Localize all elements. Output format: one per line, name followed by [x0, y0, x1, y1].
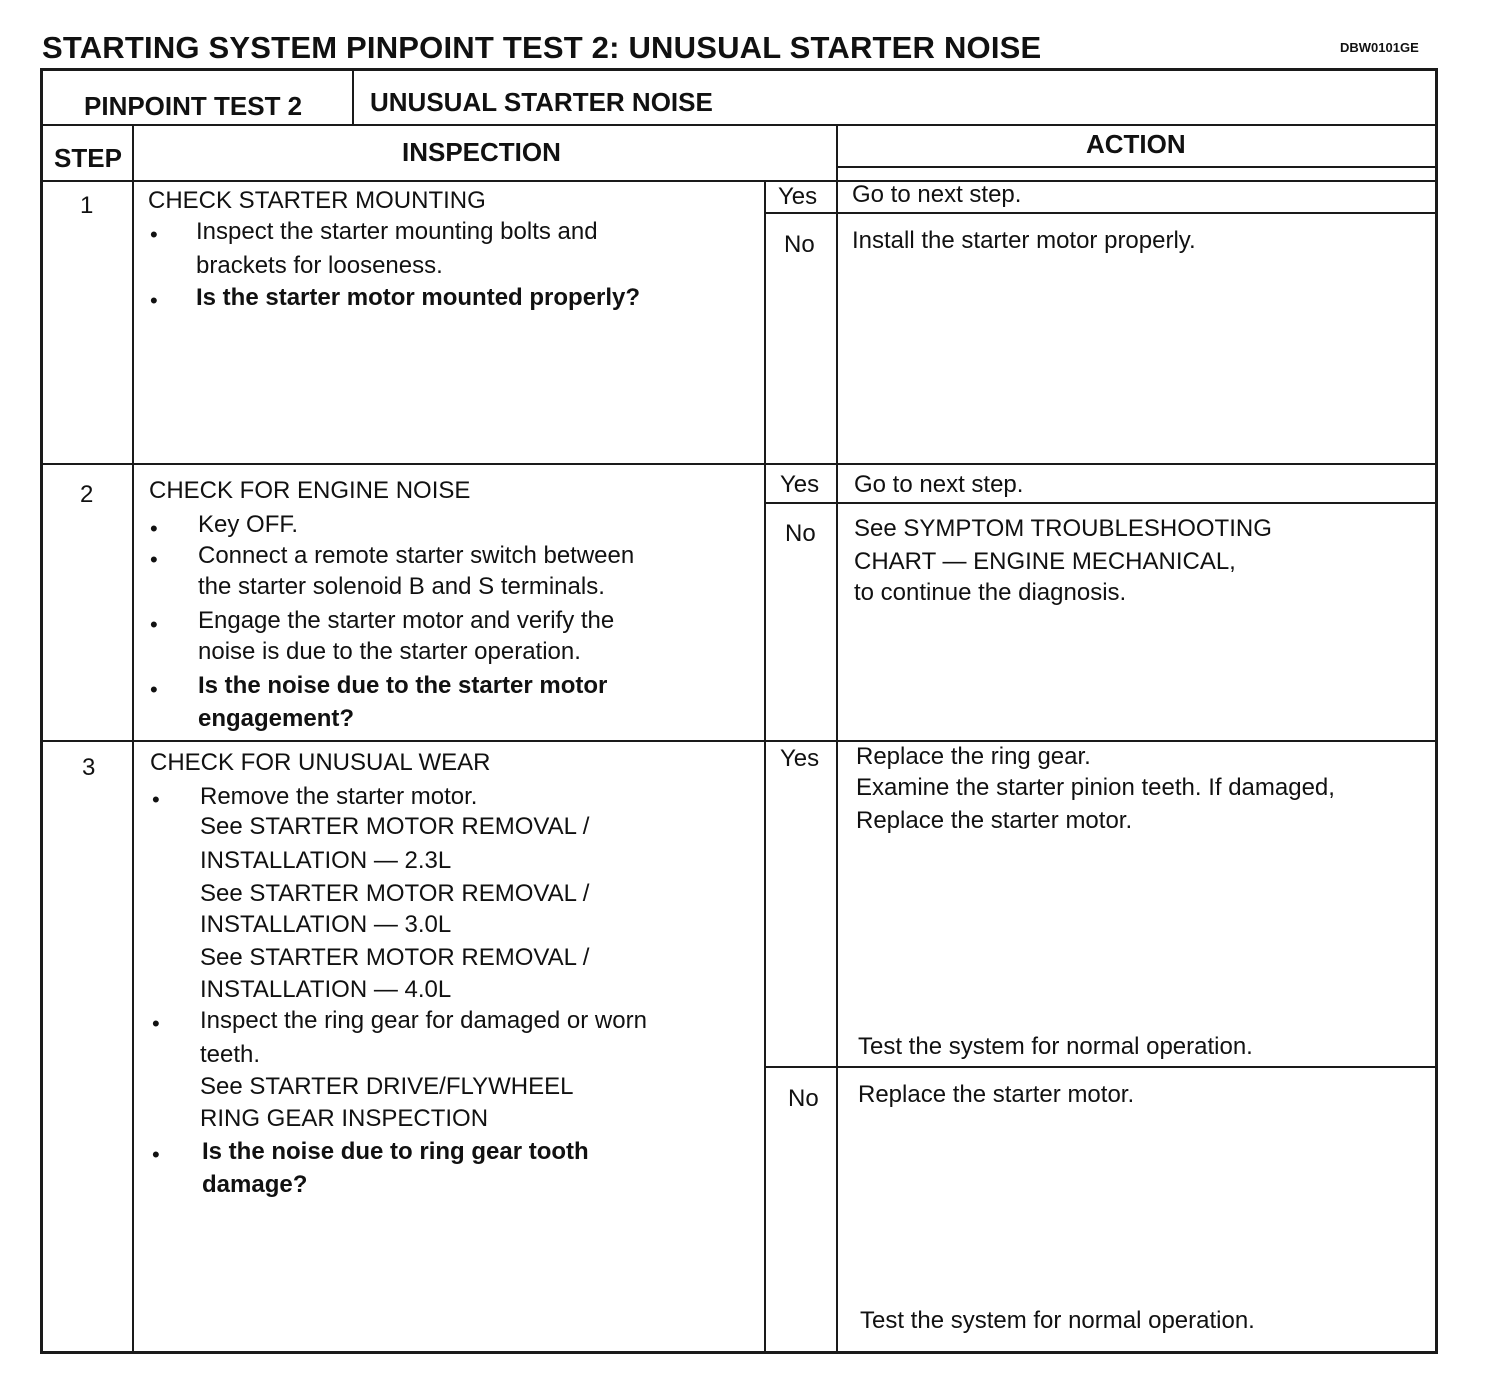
- inspection-line: brackets for looseness.: [196, 252, 443, 279]
- grid-line: [764, 1066, 1438, 1068]
- yes-action: Test the system for normal operation.: [858, 1033, 1253, 1060]
- figure-code: DBW0101GE: [1340, 40, 1419, 55]
- step-heading: CHECK FOR UNUSUAL WEAR: [150, 749, 491, 776]
- inspection-line: See STARTER MOTOR REMOVAL /: [200, 880, 590, 907]
- no-action: Install the starter motor properly.: [852, 227, 1196, 254]
- inspection-line: INSTALLATION — 3.0L: [200, 911, 452, 938]
- no-action: Replace the starter motor.: [858, 1081, 1135, 1108]
- step-number: 2: [80, 481, 94, 508]
- grid-line: [132, 124, 134, 1354]
- bullet-icon: •: [150, 288, 158, 313]
- yes-action: Replace the starter motor.: [856, 807, 1133, 834]
- inspection-line: RING GEAR INSPECTION: [200, 1105, 489, 1132]
- inspection-line: Engage the starter motor and verify the: [198, 607, 615, 634]
- grid-line: [836, 124, 838, 1354]
- yes-label: Yes: [780, 745, 820, 772]
- yes-label: Yes: [780, 471, 820, 498]
- inspection-line: INSTALLATION — 4.0L: [200, 976, 452, 1003]
- grid-line: [764, 502, 1438, 504]
- no-action: to continue the diagnosis.: [854, 579, 1127, 606]
- yes-action: Go to next step.: [852, 181, 1022, 208]
- inspection-line: Connect a remote starter switch between: [198, 542, 635, 569]
- yes-action: Replace the ring gear.: [856, 743, 1091, 770]
- grid-line: [40, 180, 1438, 182]
- inspection-line: See STARTER MOTOR REMOVAL /: [200, 813, 590, 840]
- grid-line: [40, 740, 1438, 742]
- grid-line: [40, 124, 1438, 126]
- inspection-line: teeth.: [200, 1041, 261, 1068]
- no-action: CHART — ENGINE MECHANICAL,: [854, 548, 1236, 575]
- grid-line: [764, 212, 1438, 214]
- no-label: No: [788, 1085, 819, 1112]
- grid-line: [352, 68, 354, 125]
- inspection-line: Inspect the ring gear for damaged or worn: [200, 1007, 647, 1034]
- page-title: STARTING SYSTEM PINPOINT TEST 2: UNUSUAL STARTER NOISE: [42, 30, 1042, 65]
- bullet-icon: •: [150, 222, 158, 247]
- bullet-icon: •: [152, 1142, 160, 1167]
- bullet-icon: •: [150, 547, 158, 572]
- col-action-header: ACTION: [1086, 129, 1186, 159]
- bullet-icon: •: [152, 1011, 160, 1036]
- yes-label: Yes: [778, 183, 818, 210]
- bullet-icon: •: [152, 787, 160, 812]
- inspection-line: noise is due to the starter operation.: [198, 638, 581, 665]
- inspection-line: Remove the starter motor.: [200, 783, 478, 810]
- bullet-icon: •: [150, 516, 158, 541]
- inspection-question: damage?: [202, 1171, 308, 1198]
- col-inspection-header: INSPECTION: [402, 137, 561, 167]
- inspection-line: See STARTER MOTOR REMOVAL /: [200, 944, 590, 971]
- yes-action: Examine the starter pinion teeth. If damaged,: [856, 774, 1335, 801]
- no-label: No: [784, 231, 815, 258]
- no-action: See SYMPTOM TROUBLESHOOTING: [854, 515, 1272, 542]
- step-heading: CHECK FOR ENGINE NOISE: [149, 477, 471, 504]
- inspection-line: INSTALLATION — 2.3L: [200, 847, 452, 874]
- step-number: 1: [80, 192, 94, 219]
- no-label: No: [785, 520, 816, 547]
- step-heading: CHECK STARTER MOUNTING: [148, 187, 486, 214]
- inspection-line: the starter solenoid B and S terminals.: [198, 573, 605, 600]
- no-action: Test the system for normal operation.: [860, 1307, 1255, 1334]
- inspection-question: Is the starter motor mounted properly?: [196, 284, 641, 311]
- yes-action: Go to next step.: [854, 471, 1024, 498]
- bullet-icon: •: [150, 612, 158, 637]
- grid-line: [764, 180, 766, 1354]
- step-number: 3: [82, 754, 96, 781]
- bullet-icon: •: [150, 677, 158, 702]
- inspection-question: Is the noise due to ring gear tooth: [202, 1138, 589, 1165]
- inspection-line: See STARTER DRIVE/FLYWHEEL: [200, 1073, 574, 1100]
- grid-line: [40, 463, 1438, 465]
- test-name: UNUSUAL STARTER NOISE: [370, 87, 713, 117]
- grid-line: [836, 166, 1438, 168]
- test-label: PINPOINT TEST 2: [84, 91, 303, 121]
- inspection-question: Is the noise due to the starter motor: [198, 672, 608, 699]
- inspection-line: Inspect the starter mounting bolts and: [196, 218, 598, 245]
- col-step-header: STEP: [54, 143, 122, 173]
- inspection-question: engagement?: [198, 705, 355, 732]
- inspection-line: Key OFF.: [198, 511, 299, 538]
